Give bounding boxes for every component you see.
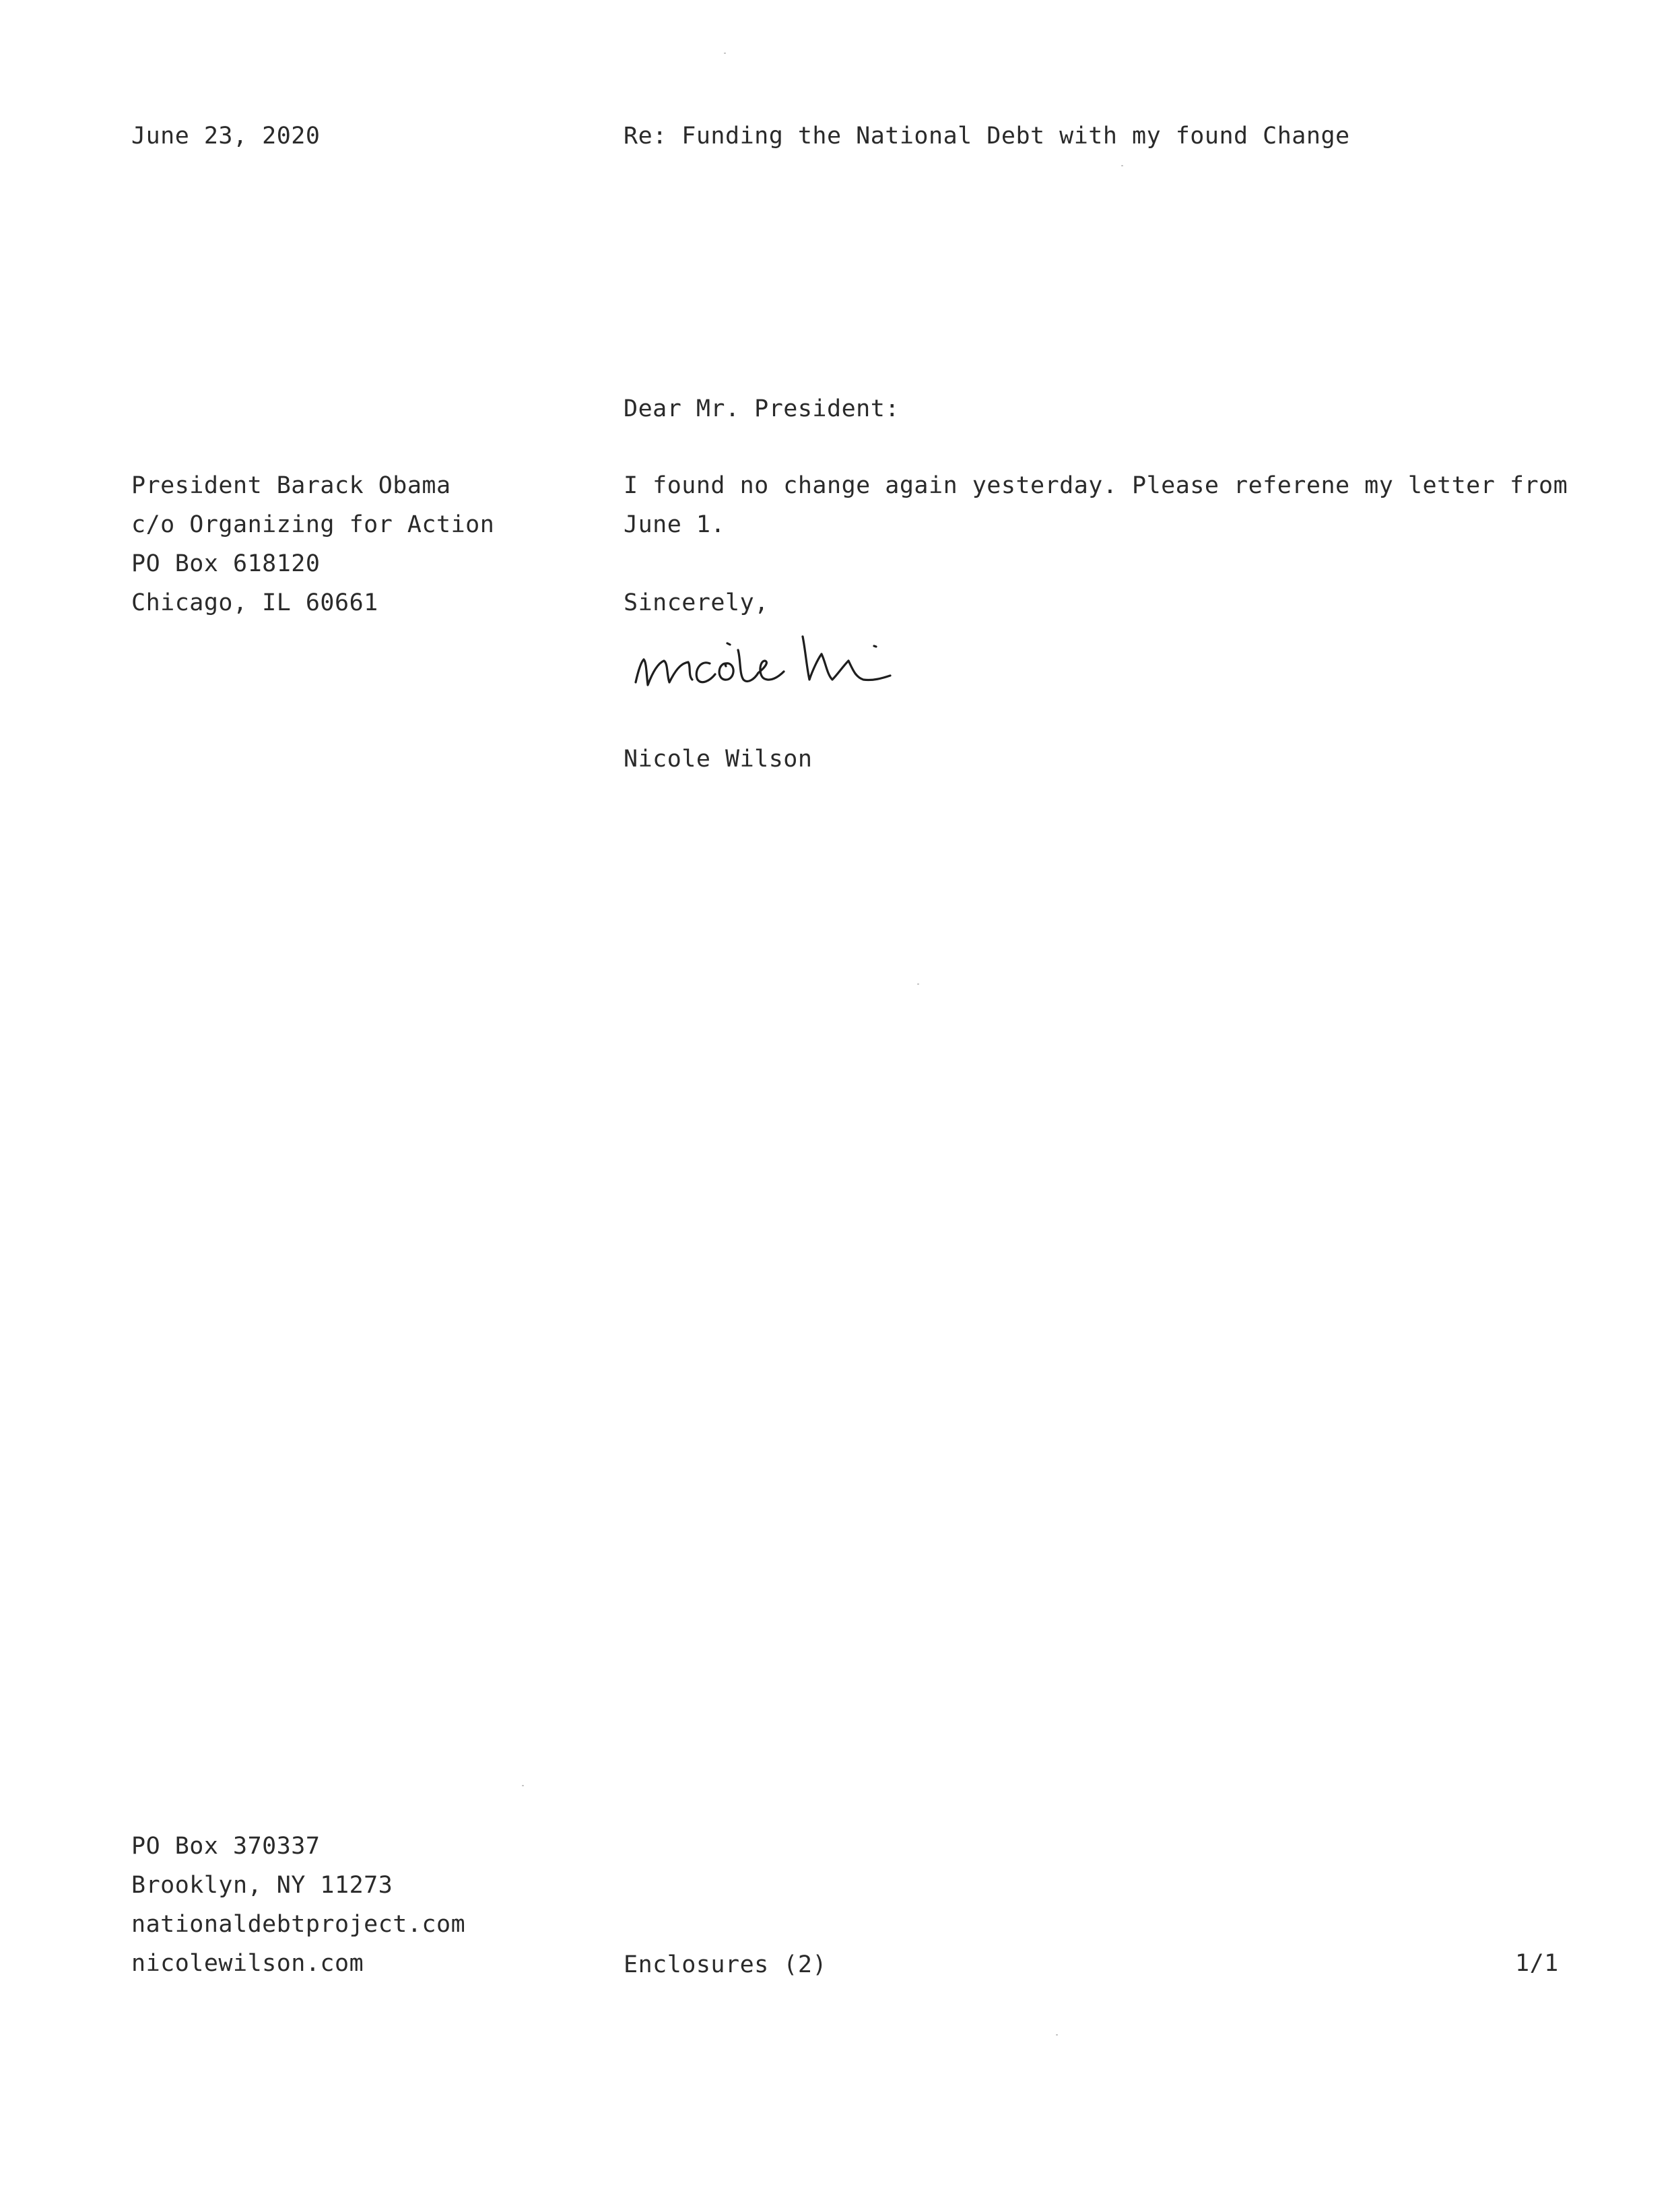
scan-speck: [1121, 165, 1123, 166]
recipient-name: President Barack Obama: [131, 472, 451, 499]
body-line: I found no change again yesterday. Please referene my letter from: [624, 472, 1568, 499]
body-line: June 1.: [624, 511, 726, 538]
recipient-po-box: PO Box 618120: [131, 550, 321, 577]
recipient-organization: c/o Organizing for Action: [131, 511, 495, 538]
letter-subject: Re: Funding the National Debt with my found Change: [624, 123, 1350, 150]
salutation: Dear Mr. President:: [624, 395, 900, 422]
recipient-city: Chicago, IL 60661: [131, 589, 378, 616]
sender-city: Brooklyn, NY 11273: [131, 1872, 393, 1899]
scan-speck: [1056, 2034, 1058, 2036]
sender-website: nicolewilson.com: [131, 1950, 364, 1977]
letter-body: [624, 466, 1568, 544]
closing: Sincerely,: [624, 589, 769, 616]
letter-date: June 23, 2020: [131, 123, 321, 150]
sender-website: nationaldebtproject.com: [131, 1911, 466, 1938]
scan-speck: [522, 1785, 524, 1786]
signer-name: Nicole Wilson: [624, 746, 813, 773]
scan-speck: [724, 53, 726, 54]
handwritten-signature: [626, 610, 963, 711]
page-number: 1/1: [1515, 1950, 1559, 1977]
sender-po-box: PO Box 370337: [131, 1833, 321, 1860]
sender-address: [131, 1827, 465, 1983]
enclosures-note: Enclosures (2): [624, 1951, 828, 1978]
scan-speck: [917, 983, 919, 985]
recipient-address: [131, 466, 494, 622]
